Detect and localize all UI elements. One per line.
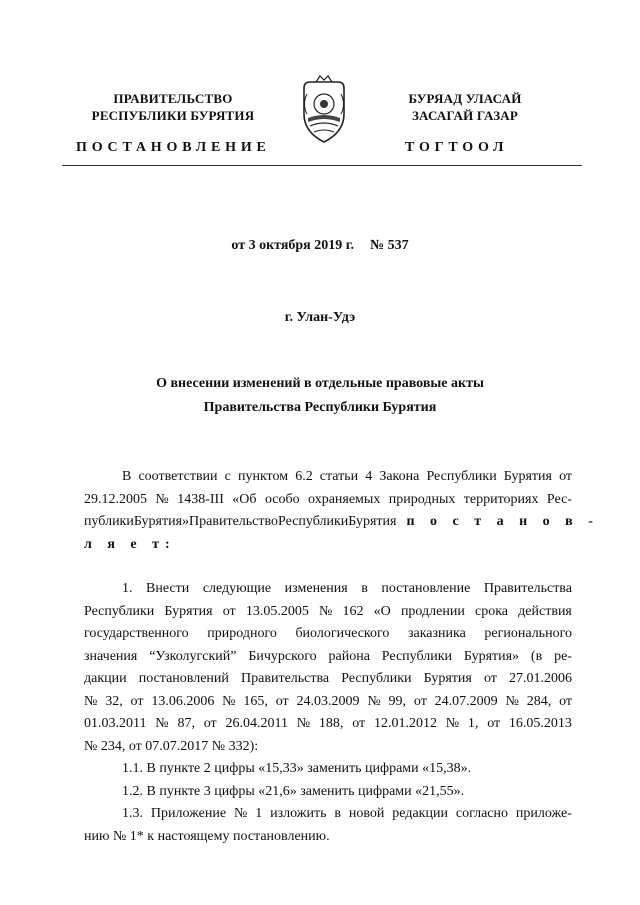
preamble-line-2: 29.12.2005 № 1438-III «Об особо охраняемых природных территориях Рес- (84, 491, 572, 507)
government-name-ru-line-2: РЕСПУБЛИКИ БУРЯТИЯ (91, 108, 255, 123)
decree-word-part-1: п о с т а н о в - (406, 514, 599, 529)
government-name-bua-line-2: ЗАСАГАЙ ГАЗАР (411, 108, 519, 123)
preamble-line-3-text: публики Бурятия» Правительство Республики Бурятия (84, 514, 397, 529)
preamble-paragraph (84, 466, 599, 556)
item-1-line: Республики Бурятия от 13.05.2005 № 162 «О продлении срока действия (84, 603, 572, 619)
document-number: № 537 (370, 238, 409, 253)
document-date: от 3 октября 2019 г. (231, 238, 355, 253)
header-divider (62, 165, 582, 166)
document-title-line-2: Правительства Республики Бурятия (203, 400, 437, 415)
date-number-line (0, 238, 640, 254)
decree-word-part-2: л я е т: (84, 536, 176, 552)
item-1-line: 1.1. В пункте 2 цифры «15,33» заменить цифрами «15,38». (122, 761, 472, 776)
item-1-paragraph (84, 578, 572, 848)
preamble-line-3 (84, 511, 599, 534)
item-1-line: дакции постановлений Правительства Республики Бурятия от 27.01.2006 (84, 671, 572, 686)
item-1-line: нию № 1* к настоящему постановлению. (84, 828, 330, 844)
item-1-line: № 32, от 13.06.2006 № 165, от 24.03.2009 № 99, от 24.07.2009 № 284, от (84, 693, 572, 709)
government-name-ru-line-1: ПРАВИТЕЛЬСТВО (113, 91, 233, 106)
government-name-bua-line-1: БУРЯАД УЛАСАЙ (408, 91, 522, 106)
item-1-line: 1.3. Приложение № 1 изложить в новой редакции согласно приложе- (122, 806, 572, 821)
item-1-line: 1.2. В пункте 3 цифры «21,6» заменить цифрами «21,55». (122, 783, 465, 799)
item-1-line: 01.03.2011 № 87, от 26.04.2011 № 188, от 12.01.2012 № 1, от 16.05.2013 (84, 716, 572, 731)
document-title-line-1: О внесении изменений в отдельные правовые акты (156, 376, 484, 391)
item-1-line: № 234, от 07.07.2017 № 332): (84, 738, 259, 754)
document-type-bua: ТОГТООЛ (405, 140, 509, 155)
government-name-bua (355, 90, 575, 124)
item-1-line: государственного природного биологического заказника регионального (84, 626, 572, 641)
document-type-ru: ПОСТАНОВЛЕНИЕ (76, 140, 271, 155)
item-1-line: значения “Узколугский” Бичурского района Республики Бурятия» (в ре- (84, 648, 572, 664)
government-name-ru (63, 90, 283, 124)
city: г. Улан-Удэ (284, 310, 356, 325)
preamble-line-1: В соответствии с пунктом 6.2 статьи 4 Закона Республики Бурятия от (122, 469, 572, 484)
document-title (0, 372, 640, 420)
item-1-line: 1. Внести следующие изменения в постановление Правительства (122, 581, 572, 596)
coat-of-arms-icon (298, 74, 350, 146)
